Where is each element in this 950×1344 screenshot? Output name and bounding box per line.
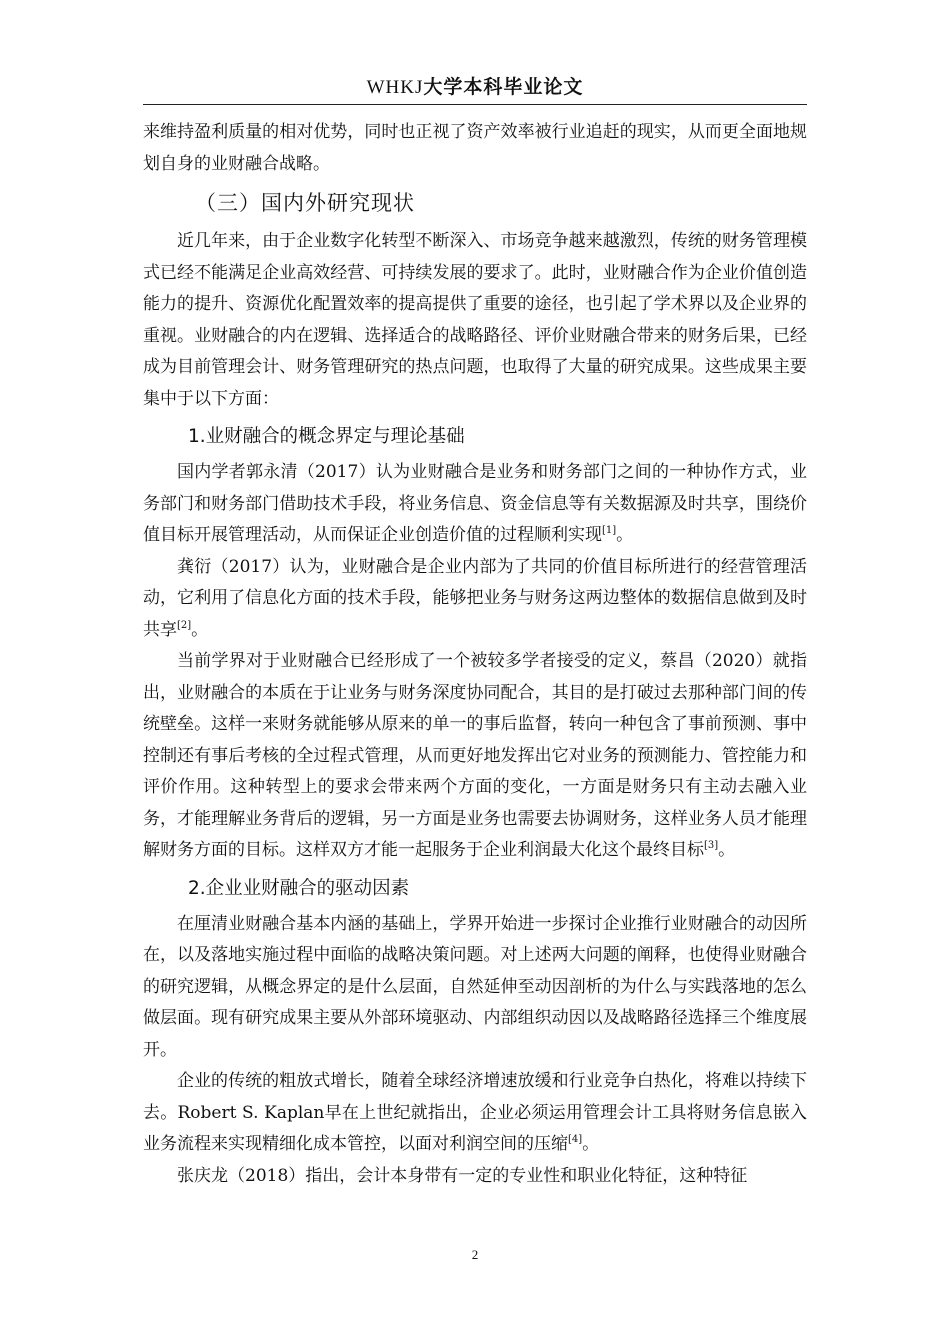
paragraph-cai	[143, 646, 807, 867]
paragraph-end: 。	[191, 619, 209, 640]
citation-ref[interactable]: [2]	[177, 619, 192, 631]
paragraph-gong	[143, 552, 807, 647]
paragraph-text: 龚衍（2017）认为，业财融合是企业内部为了共同的价值目标所进行的经营管理活动，它利用了信息化方面的技术手段，能够把业务与财务这两边整体的数据信息做到及时共享	[143, 556, 807, 640]
paragraph-guo	[143, 457, 807, 552]
paragraph-drivers: 在厘清业财融合基本内涵的基础上，学界开始进一步探讨企业推行业财融合的动因所在，以及落地实施过程中面临的战略决策问题。对上述两大问题的阐释，也使得业财融合的研究逻辑，从概念界定的是什么层面，自然延伸至动因剖析的为什么与实践落地的怎么做层面。现有研究成果主要从外部环境驱动、内部组织动因以及战略路径选择三个维度展开。	[143, 913, 807, 1060]
citation-ref[interactable]: [4]	[568, 1134, 583, 1145]
citation-ref[interactable]: [3]	[704, 840, 719, 851]
paragraph-text: 当前学界对于业财融合已经形成了一个被较多学者接受的定义，蔡昌（2020）就指出，业财融合的本质在于让业务与财务深度协同配合，其目的是打破过去那种部门间的传统壁垒。这样一来财务就能够从原来的单一的事后监督，转向一种包含了事前预测、事中控制还有事后考核的全过程式管理，从而更好地发挥出它对业务的预测能力、管控能力和评价作用。这种转型上的要求会带来两个方面的变化，一方面是财务只有主动去融入业务，才能理解业务背后的逻辑，另一方面是业务也需要去协调财务，这样业务人员才能理解财务方面的目标。这样双方才能一起服务于企业利润最大化这个最终目标	[143, 651, 807, 860]
paragraph-zhang: 张庆龙（2018）指出，会计本身带有一定的专业性和职业化特征，这种特征	[177, 1165, 748, 1186]
header-divider	[143, 104, 807, 105]
paragraph-end: 。	[718, 840, 736, 860]
page-number: 2	[471, 1247, 479, 1262]
paragraph-end: 。	[616, 525, 634, 545]
paragraph-text: 企业的传统的粗放式增长，随着全球经济增速放缓和行业竞争白热化，将难以持续下去。Robert S. Kaplan早在上世纪就指出，企业必须运用管理会计工具将财务信息嵌入业务流程来实现精细化成本管控，以面对利润空间的压缩	[143, 1071, 807, 1154]
paragraph-intro: 近几年来，由于企业数字化转型不断深入、市场竞争越来越激烈，传统的财务管理模式已经不能满足企业高效经营、可持续发展的要求了。此时，业财融合作为企业价值创造能力的提升、资源优化配置效率的提高提供了重要的途径，也引起了学术界以及企业界的重视。业财融合的内在逻辑、选择适合的战略路径、评价业财融合带来的财务后果，已经成为目前管理会计、财务管理研究的热点问题，也取得了大量的研究成果。这些成果主要集中于以下方面：	[143, 231, 807, 409]
page-body	[143, 117, 807, 1192]
paragraph-continued: 来维持盈利质量的相对优势，同时也正视了资产效率被行业追赶的现实，从而更全面地规划自身的业财融合战略。	[143, 122, 807, 174]
page-header	[0, 72, 950, 99]
paragraph-end: 。	[582, 1134, 600, 1154]
header-school: WHKJ	[366, 77, 424, 98]
paragraph-text: 国内学者郭永清（2017）认为业财融合是业务和财务部门之间的一种协作方式，业务部门和财务部门借助技术手段，将业务信息、资金信息等有关数据源及时共享，围绕价值目标开展管理活动，从而保证企业创造价值的过程顺利实现	[143, 462, 807, 545]
subsection-heading-1: 1.业财融合的概念界定与理论基础	[188, 426, 465, 447]
section-heading: （三）国内外研究现状	[195, 191, 415, 215]
paragraph-kaplan	[143, 1066, 807, 1161]
header-title: 大学本科毕业论文	[423, 76, 584, 98]
citation-ref[interactable]: [1]	[602, 525, 617, 536]
subsection-heading-2: 2.企业业财融合的驱动因素	[188, 877, 410, 899]
